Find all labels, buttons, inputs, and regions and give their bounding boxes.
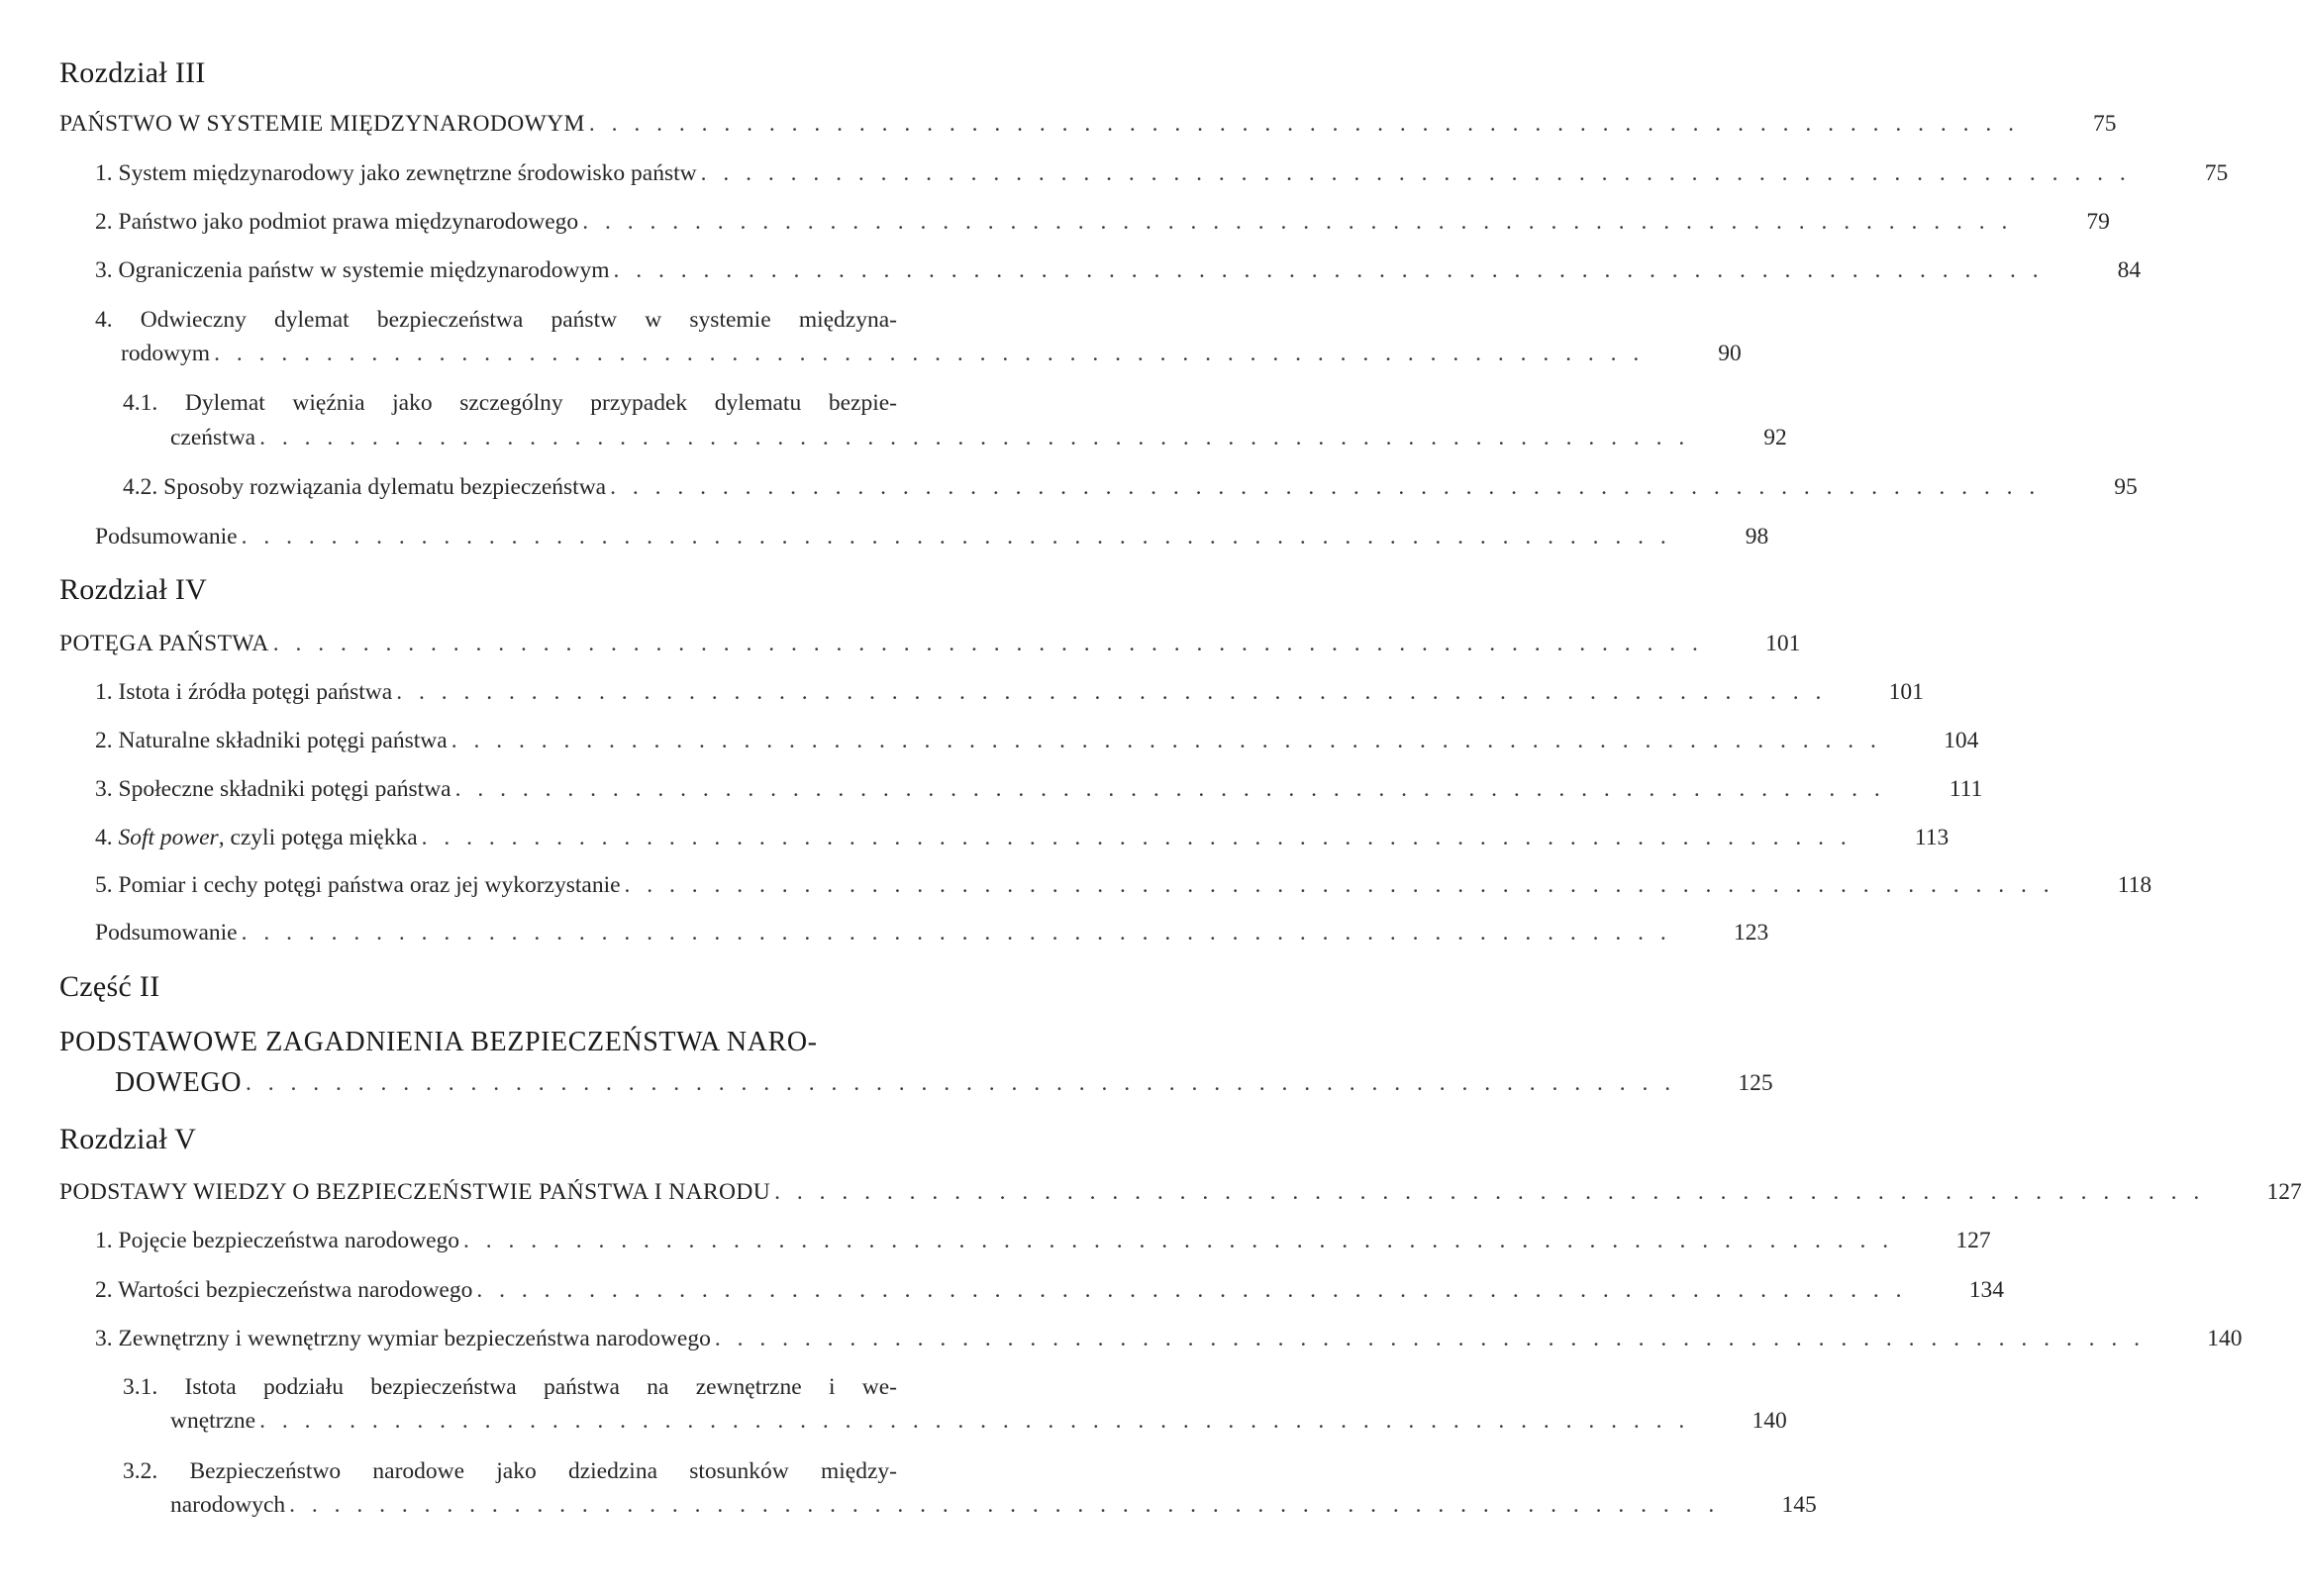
- entry-text-line1: 4.1. Dylemat więźnia jako szczególny przypadek dylematu bezpie-: [123, 390, 897, 416]
- page-number: 113: [1914, 825, 1950, 850]
- toc-entry: [95, 774, 1983, 804]
- entry-text-line2: rodowym: [121, 341, 211, 366]
- dot-leader: . . . . . . . . . . . . . . . . . . . . . . . . . . . . . . . . . . . . . . . . . . . . . . . . . . . . . . . . . . . . . . . .: [714, 1326, 2146, 1351]
- entry-text: 1. Istota i źródła potęgi państwa: [95, 679, 393, 705]
- entry-italic: Soft power: [118, 825, 219, 850]
- entry-text-line1: 4. Odwieczny dylemat bezpieczeństwa państw w systemie międzyna-: [95, 307, 897, 333]
- entry-text: 3. Zewnętrzny i wewnętrzny wymiar bezpieczeństwa narodowego: [95, 1326, 711, 1351]
- toc-chapter-title-row: [59, 1177, 2302, 1207]
- chapter-heading: Rozdział IV: [59, 573, 208, 606]
- dot-leader: . . . . . . . . . . . . . . . . . . . . . . . . . . . . . . . . . . . . . . . . . . . . . . . . . . . . . . . . . . . . . . . .: [476, 1277, 1907, 1303]
- page-number: 127: [1955, 1228, 1991, 1253]
- page-number: 84: [2117, 257, 2142, 283]
- page-number: 127: [2266, 1179, 2302, 1205]
- dot-leader: . . . . . . . . . . . . . . . . . . . . . . . . . . . . . . . . . . . . . . . . . . . . . . . . . . . . . . . . . . . . . . . .: [454, 776, 1886, 802]
- page-number: 123: [1733, 920, 1769, 946]
- entry-text: 5. Pomiar i cechy potęgi państwa oraz jej wykorzystanie: [95, 872, 621, 898]
- toc-entry: [95, 870, 2152, 900]
- dot-leader: . . . . . . . . . . . . . . . . . . . . . . . . . . . . . . . . . . . . . . . . . . . . . . . . . . . . . . . . . . . . . . . .: [610, 474, 2041, 500]
- dot-leader: . . . . . . . . . . . . . . . . . . . . . . . . . . . . . . . . . . . . . . . . . . . . . . . . . . . . . . . . . . . . . . . .: [214, 341, 1645, 366]
- toc-entry: [123, 472, 2138, 502]
- part-title-line2: DOWEGO: [115, 1067, 243, 1098]
- dot-leader: . . . . . . . . . . . . . . . . . . . . . . . . . . . . . . . . . . . . . . . . . . . . . . . . . . . . . . . . . . . . . . . .: [241, 524, 1672, 549]
- toc-entry: [95, 823, 1950, 852]
- page-number: 145: [1781, 1492, 1817, 1518]
- entry-text: 3. Społeczne składniki potęgi państwa: [95, 776, 451, 802]
- dot-leader: . . . . . . . . . . . . . . . . . . . . . . . . . . . . . . . . . . . . . . . . . . . . . . . . . . . . . . . . . . . . . . . .: [259, 425, 1690, 450]
- dot-leader: . . . . . . . . . . . . . . . . . . . . . . . . . . . . . . . . . . . . . . . . . . . . . . . . . . . . . . . . . . . . . . . .: [582, 209, 2013, 235]
- page-number: 134: [1968, 1277, 2004, 1303]
- toc-entry: [121, 339, 1742, 368]
- page-number: 75: [2092, 111, 2117, 137]
- toc-entry: [95, 522, 1769, 551]
- toc-part-title-row: [115, 1066, 1773, 1100]
- page-number: 118: [2117, 872, 2152, 898]
- page-number: 101: [1765, 631, 1801, 656]
- entry-text-line1: 3.2. Bezpieczeństwo narodowe jako dziedzina stosunków między-: [123, 1458, 897, 1484]
- chapter-heading: Rozdział III: [59, 56, 206, 89]
- toc-entry: [95, 255, 2142, 285]
- dot-leader: . . . . . . . . . . . . . . . . . . . . . . . . . . . . . . . . . . . . . . . . . . . . . . . . . . . . . . . . . . . . . . . .: [463, 1228, 1894, 1253]
- dot-leader: . . . . . . . . . . . . . . . . . . . . . . . . . . . . . . . . . . . . . . . . . . . . . . . . . . . . . . . . . . . . . . . .: [396, 679, 1827, 705]
- entry-text: 1. Pojęcie bezpieczeństwa narodowego: [95, 1228, 460, 1253]
- entry-text-line2: wnętrzne: [170, 1408, 256, 1434]
- entry-text: 4.2. Sposoby rozwiązania dylematu bezpieczeństwa: [123, 474, 607, 500]
- toc-entry: [95, 1275, 2004, 1305]
- page-number: 79: [2086, 209, 2110, 235]
- dot-leader: . . . . . . . . . . . . . . . . . . . . . . . . . . . . . . . . . . . . . . . . . . . . . . . . . . . . . . . . . . . . . . . .: [421, 825, 1852, 850]
- page-number: 140: [2207, 1326, 2243, 1351]
- toc-entry: [170, 423, 1787, 452]
- dot-leader: . . . . . . . . . . . . . . . . . . . . . . . . . . . . . . . . . . . . . . . . . . . . . . . . . . . . . . . . . . . . . . . .: [450, 728, 1882, 753]
- page-number: 92: [1763, 425, 1787, 450]
- page-number: 104: [1944, 728, 1979, 753]
- dot-leader: . . . . . . . . . . . . . . . . . . . . . . . . . . . . . . . . . . . . . . . . . . . . . . . . . . . . . . . . . . . . . . . .: [272, 631, 1704, 656]
- part-heading: Część II: [59, 970, 160, 1003]
- page-number: 90: [1718, 341, 1742, 366]
- entry-text: 3. Ograniczenia państw w systemie międzynarodowym: [95, 257, 610, 283]
- entry-text-line2: narodowych: [170, 1492, 286, 1518]
- toc-entry: [170, 1490, 1817, 1520]
- dot-leader: . . . . . . . . . . . . . . . . . . . . . . . . . . . . . . . . . . . . . . . . . . . . . . . . . . . . . . . . . . . . . . . .: [588, 111, 2020, 137]
- page-number: 111: [1949, 776, 1983, 802]
- page-number: 95: [2114, 474, 2138, 500]
- page-number: 98: [1745, 524, 1769, 549]
- toc-entry: [95, 158, 2229, 188]
- toc-entry: [95, 918, 1769, 948]
- chapter-title: POTĘGA PAŃSTWA: [59, 631, 269, 656]
- entry-text-line2: czeństwa: [170, 425, 256, 450]
- dot-leader: . . . . . . . . . . . . . . . . . . . . . . . . . . . . . . . . . . . . . . . . . . . . . . . . . . . . . . . . . . . . . . . .: [289, 1492, 1720, 1518]
- page-number: 75: [2204, 160, 2229, 186]
- entry-text: Podsumowanie: [95, 920, 238, 946]
- page-number: 140: [1752, 1408, 1787, 1434]
- chapter-title: PODSTAWY WIEDZY O BEZPIECZEŃSTWIE PAŃSTWA I NARODU: [59, 1179, 771, 1205]
- dot-leader: . . . . . . . . . . . . . . . . . . . . . . . . . . . . . . . . . . . . . . . . . . . . . . . . . . . . . . . . . . . . . . . .: [259, 1408, 1690, 1434]
- entry-suffix: , czyli potęga miękka: [218, 825, 418, 850]
- chapter-title: PAŃSTWO W SYSTEMIE MIĘDZYNARODOWYM: [59, 111, 585, 137]
- dot-leader: . . . . . . . . . . . . . . . . . . . . . . . . . . . . . . . . . . . . . . . . . . . . . . . . . . . . . . . . . . . . . . . .: [624, 872, 2055, 898]
- entry-text: 2. Wartości bezpieczeństwa narodowego: [95, 1277, 473, 1303]
- part-title-line1: PODSTAWOWE ZAGADNIENIA BEZPIECZEŃSTWA NARO-: [59, 1027, 818, 1057]
- toc-entry: [95, 677, 1924, 707]
- chapter-heading: Rozdział V: [59, 1123, 197, 1155]
- entry-text: Podsumowanie: [95, 524, 238, 549]
- toc-chapter-title-row: [59, 629, 1801, 658]
- entry-text: 2. Naturalne składniki potęgi państwa: [95, 728, 448, 753]
- toc-entry: [95, 726, 1979, 755]
- page-number: 101: [1888, 679, 1924, 705]
- entry-text-line1: 3.1. Istota podziału bezpieczeństwa państwa na zewnętrzne i we-: [123, 1374, 897, 1400]
- entry-text: 1. System międzynarodowy jako zewnętrzne środowisko państw: [95, 160, 697, 186]
- page-number: 125: [1738, 1070, 1773, 1096]
- toc-entry: [170, 1406, 1787, 1436]
- dot-leader: . . . . . . . . . . . . . . . . . . . . . . . . . . . . . . . . . . . . . . . . . . . . . . . . . . . . . . . . . . . . . . . .: [774, 1179, 2205, 1205]
- dot-leader: . . . . . . . . . . . . . . . . . . . . . . . . . . . . . . . . . . . . . . . . . . . . . . . . . . . . . . . . . . . . . . . .: [700, 160, 2132, 186]
- entry-text: [95, 823, 418, 852]
- toc-entry: [95, 1226, 1991, 1255]
- dot-leader: . . . . . . . . . . . . . . . . . . . . . . . . . . . . . . . . . . . . . . . . . . . . . . . . . . . . . . . . . . . . . . . .: [241, 920, 1672, 946]
- dot-leader: . . . . . . . . . . . . . . . . . . . . . . . . . . . . . . . . . . . . . . . . . . . . . . . . . . . . . . . . . . . . . . . .: [246, 1070, 1676, 1096]
- toc-chapter-title-row: [59, 109, 2117, 139]
- entry-text: 2. Państwo jako podmiot prawa międzynarodowego: [95, 209, 579, 235]
- toc-entry: [95, 1324, 2243, 1353]
- toc-entry: [95, 207, 2110, 237]
- entry-prefix: 4.: [95, 825, 119, 850]
- dot-leader: . . . . . . . . . . . . . . . . . . . . . . . . . . . . . . . . . . . . . . . . . . . . . . . . . . . . . . . . . . . . . . . .: [613, 257, 2045, 283]
